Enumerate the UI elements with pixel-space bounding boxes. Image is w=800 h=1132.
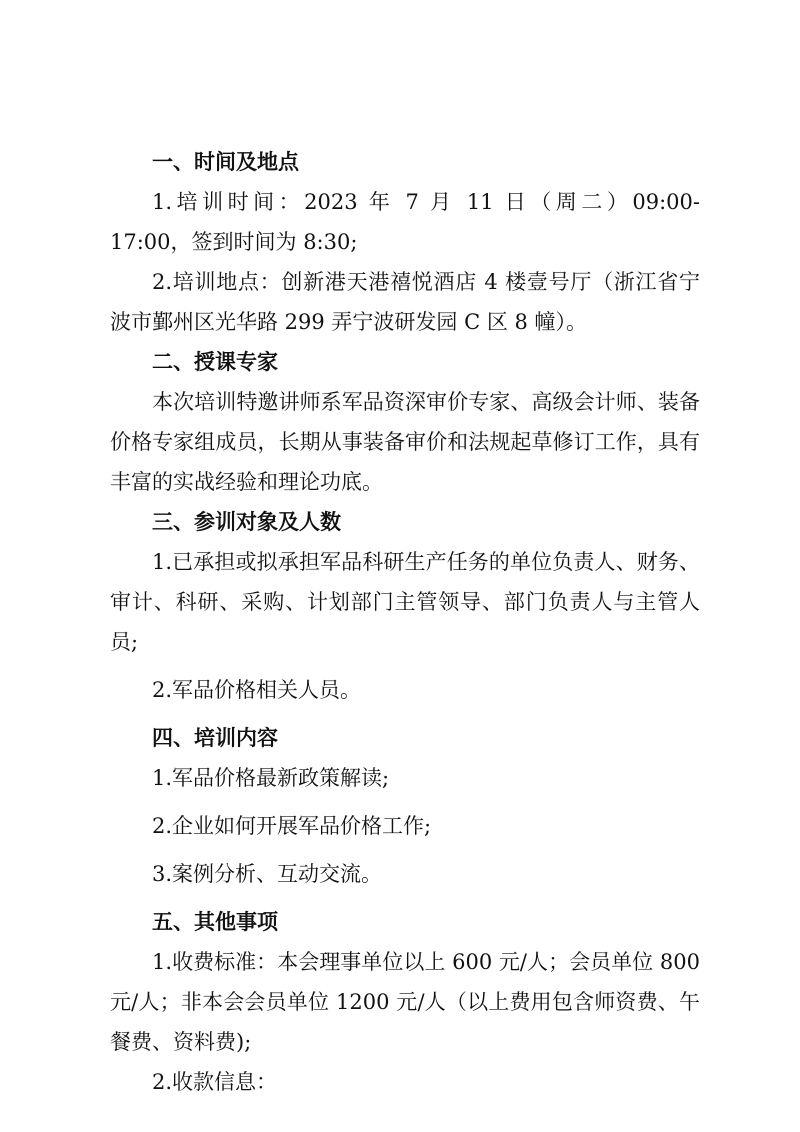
paragraph-content-3: 3.案例分析、互动交流。 [152, 862, 383, 886]
paragraph-training-time: 1.培训时间：2023 年 7 月 11 日（周二）09:00-17:00，签到时间为 8:30; [110, 190, 700, 254]
document-body [110, 142, 700, 1102]
paragraph-payment-info: 2.收款信息： [152, 1070, 278, 1094]
paragraph-participants-1: 1.已承担或拟承担军品科研生产任务的单位负责人、财务、审计、科研、采购、计划部门主管领导、部门负责人与主管人员; [110, 550, 700, 654]
section-heading-time-location: 一、时间及地点 [152, 150, 299, 174]
paragraph-content-1: 1.军品价格最新政策解读; [152, 766, 390, 790]
section-heading-content: 四、培训内容 [152, 726, 278, 750]
paragraph-expert-description: 本次培训特邀讲师系军品资深审价专家、高级会计师、装备价格专家组成员，长期从事装备审价和法规起草修订工作，具有丰富的实战经验和理论功底。 [110, 390, 700, 494]
section-heading-experts: 二、授课专家 [152, 350, 278, 374]
paragraph-training-location: 2.培训地点：创新港天港禧悦酒店 4 楼壹号厅（浙江省宁波市鄞州区光华路 299 弄宁波研发园 C 区 8 幢）。 [110, 270, 700, 334]
section-heading-other: 五、其他事项 [152, 910, 278, 934]
paragraph-content-2: 2.企业如何开展军品价格工作; [152, 814, 432, 838]
paragraph-fees: 1.收费标准：本会理事单位以上 600 元/人；会员单位 800 元/人；非本会会员单位 1200 元/人（以上费用包含师资费、午餐费、资料费); [110, 950, 700, 1054]
section-heading-participants: 三、参训对象及人数 [152, 510, 341, 534]
paragraph-participants-2: 2.军品价格相关人员。 [152, 678, 362, 702]
